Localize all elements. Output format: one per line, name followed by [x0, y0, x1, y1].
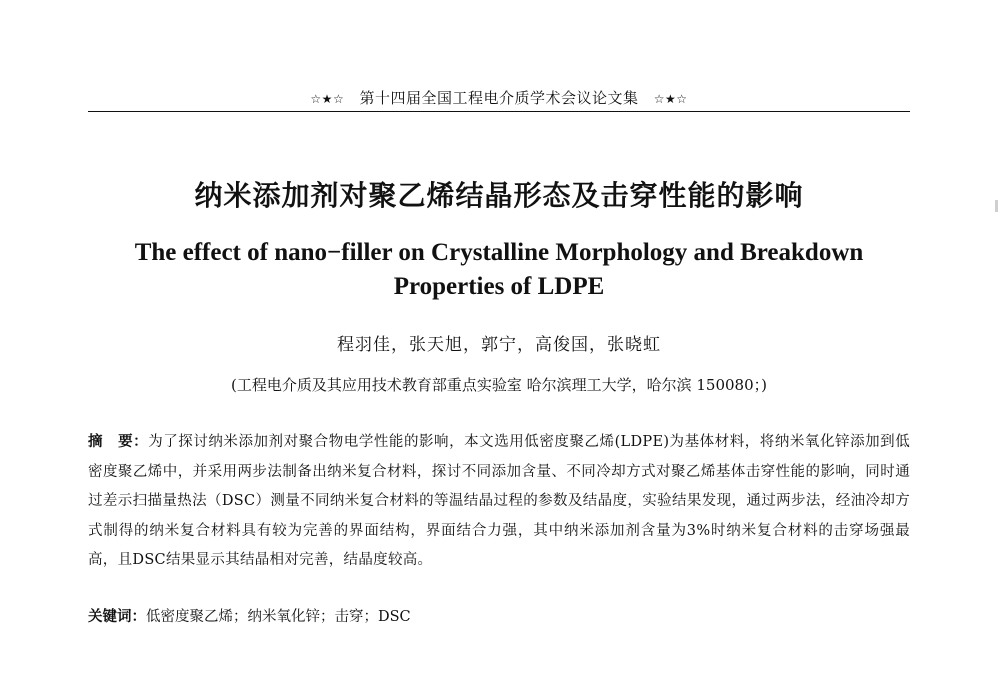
- header-rule: [88, 111, 910, 112]
- keywords-label: 关键词：: [88, 609, 146, 625]
- keywords-text: 低密度聚乙烯；纳米氧化锌；击穿；DSC: [146, 609, 411, 625]
- chinese-title: 纳米添加剂对聚乙烯结晶形态及击穿性能的影响: [194, 179, 804, 212]
- header-stars-right: ☆★☆: [653, 92, 688, 106]
- scan-edge-mark: [995, 200, 998, 212]
- english-title: The effect of nano−filler on Crystalline Morphology and Breakdown Properties of LDPE: [134, 239, 864, 300]
- running-header: [88, 87, 910, 108]
- abstract-label: 摘 要：: [88, 434, 149, 450]
- affiliation: (工程电介质及其应用技术教育部重点实验室 哈尔滨理工大学，哈尔滨 150080；): [230, 376, 767, 394]
- abstract-text: 为了探讨纳米添加剂对聚合物电学性能的影响，本文选用低密度聚乙烯(LDPE)为基体材料，将纳米氧化锌添加到低密度聚乙烯中，并采用两步法制备出纳米复合材料，探讨不同添加含量、不同冷却方式对聚乙烯基体击穿性能的影响，同时通过差示扫描量热法（DSC）测量不同纳米复合材料的等温结晶过程的参数及结晶度，实验结果发现，通过两步法，经油冷却方式制得的纳米复合材料具有较为完善的界面结构，界面结合力强，其中纳米添加剂含量为3%时纳米复合材料的击穿场强最高，且DSC结果显示其结晶相对完善，结晶度较高。: [88, 434, 910, 568]
- header-stars-left: ☆★☆: [310, 92, 345, 106]
- author-list: 程羽佳，张天旭，郭宁，高俊国，张晓虹: [337, 335, 661, 355]
- abstract: [88, 428, 910, 576]
- header-text: 第十四届全国工程电介质学术会议论文集: [359, 89, 639, 107]
- keywords: [88, 605, 910, 626]
